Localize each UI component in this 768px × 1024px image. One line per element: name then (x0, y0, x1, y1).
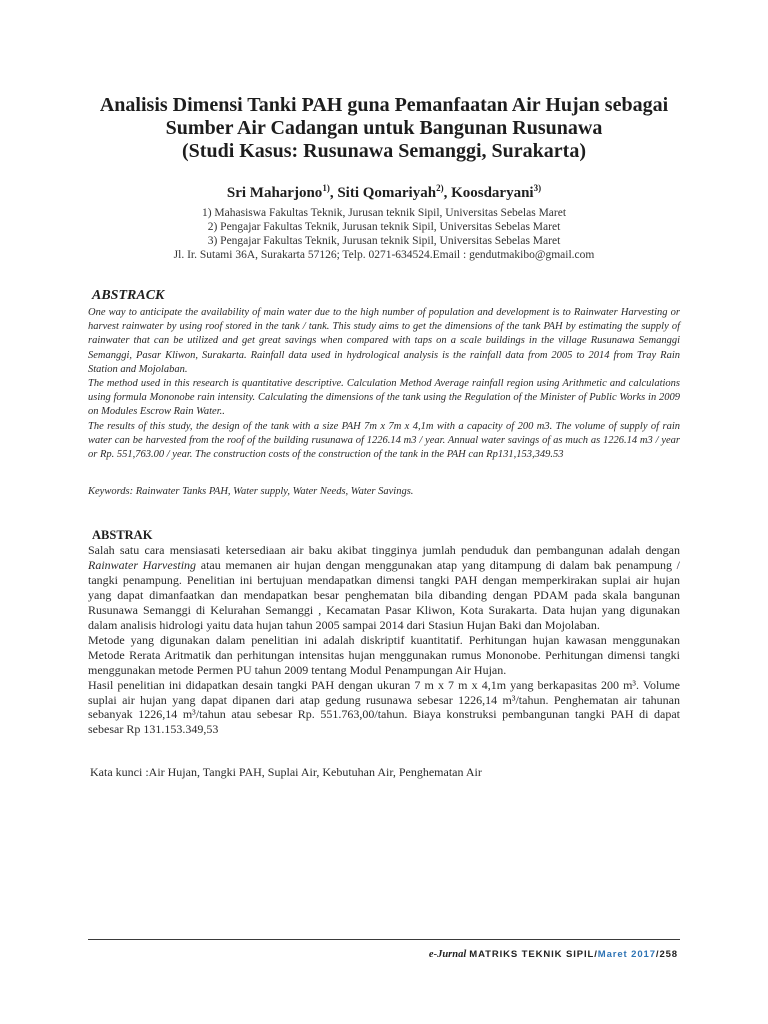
author-affiliation-mark: 1) (322, 183, 330, 193)
affiliation-line: 2) Pengajar Fakultas Teknik, Jurusan teknik Sipil, Universitas Sebelas Maret (207, 221, 561, 233)
author-name: Koosdaryani (451, 185, 534, 201)
title-line-1: Analisis Dimensi Tanki PAH guna Pemanfaatan Air Hujan sebagai (99, 94, 669, 116)
keywords-en: Keywords: Rainwater Tanks PAH, Water supply, Water Needs, Water Savings. (88, 486, 414, 498)
author-separator: , (443, 185, 452, 201)
article-title (28, 94, 740, 163)
abstract-id-body (88, 543, 680, 737)
abstract-paragraph (88, 543, 680, 632)
paragraph-text: atau memanen air hujan dengan menggunakan atap yang ditampung di dalam bak penampung / tangki penampung. Penelitian ini bertujuan mendapatkan dimensi tangki PAH dengan memperkirakan suplai air hujan yang dapat dimanfaatkan dan mendapatkan besar penghematan bila dibanding dengan PDAM pada skala bangunan Rusunawa Semanggi di Kelurahan Semanggi , Kecamatan Pasar Kliwon, Kota Surakarta. Data hujan yang digunakan dalam analisis hidrologi yaitu data hujan tahun 2005 sampai 2014 dari Stasiun Hujan Baki dan Mojolaban. (88, 558, 680, 632)
abstract-en-body (88, 306, 680, 462)
affiliation-line: 1) Mahasiswa Fakultas Teknik, Jurusan teknik Sipil, Universitas Sebelas Maret (201, 207, 567, 219)
author-affiliation-mark: 2) (436, 183, 444, 193)
keywords-id: Kata kunci :Air Hujan, Tangki PAH, Suplai Air, Kebutuhan Air, Penghematan Air (90, 764, 482, 779)
author-separator: , (329, 185, 338, 201)
abstract-paragraph: The method used in this research is quantitative descriptive. Calculation Method Average rainfall region using Arithmetic and calculations using formula Mononobe rain intensity. Calculating the dimensions of the tank using the Regulation of the Minister of Public Works in 2009 on Modules Escrow Rain Water.. (88, 378, 680, 418)
footer-separator: / (594, 949, 598, 960)
abstract-paragraph: One way to anticipate the availability of main water due to the high number of population and development is to Rainwater Harvesting or harvest rainwater by using roof stored in the tank / tank. This study aims to get the dimensions of the tank PAH by estimating the supply of rainwater that can be utilized and get great savings when compared with taps on a scale buildings in the village Rusunawa Semanggi Semanggi, Pasar Kliwon, Surakarta. Rainfall data used in hydrological analysis is the rainfall data from 2005 to 2014 from Tray Rain Station and Mojolaban. (88, 307, 680, 375)
footer-journal-name: MATRIKS TEKNIK SIPIL (469, 949, 595, 960)
title-line-2: Sumber Air Cadangan untuk Bangunan Rusunawa (165, 117, 603, 139)
abstract-paragraph: The results of this study, the design of the tank with a size PAH 7m x 7m x 4,1m with a capacity of 200 m3. The volume of supply of rain water can be harvested from the roof of the building rusunawa of 1226.14 m3 / year. Annual water savings of as much as 1226.14 m3 / year or Rp. 551,763.00 / year. The construction costs of the construction of the tank in the PAH can Rp131,153,349.53 (88, 420, 680, 461)
paragraph-text: Salah satu cara mensiasati ketersediaan air baku akibat tingginya jumlah penduduk dan pembangunan adalah dengan (88, 543, 680, 558)
footer-page-number: 258 (659, 949, 678, 960)
footer-separator: / (655, 949, 660, 960)
article-column (88, 94, 680, 780)
affiliation-list (88, 206, 680, 262)
abstract-en-heading: ABSTRACK (92, 288, 165, 303)
affiliation-line: 3) Pengajar Fakultas Teknik, Jurusan teknik Sipil, Universitas Sebelas Maret (207, 235, 561, 247)
title-line-3: (Studi Kasus: Rusunawa Semanggi, Surakarta) (182, 140, 586, 162)
emphasized-term: Rainwater Harvesting (88, 558, 197, 573)
author-affiliation-mark: 3) (533, 183, 542, 193)
author-name: Siti Qomariyah (337, 185, 437, 201)
contact-address: Jl. Ir. Sutami 36A, Surakarta 57126; Telp. 0271-634524.Email : gendutmakibo@gmail.com (173, 249, 595, 261)
footer-prefix: e-Jurnal (428, 949, 467, 960)
abstract-paragraph: Hasil penelitian ini didapatkan desain tangki PAH dengan ukuran 7 m x 7 m x 4,1m yang berkapasitas 200 m³. Volume suplai air hujan yang dapat dipanen dari atap gedung rusunawa sebesar 1226,14 m³/tahun. Penghematan air tahunan sebanyak 1226,14 m³/tahun atau sebesar Rp. 551.763,00/tahun. Biaya konstruksi pembangunan tangki PAH di dapat sebesar Rp 131.153.349,53 (88, 677, 680, 737)
abstract-id-heading: ABSTRAK (92, 528, 153, 543)
author-name: Sri Maharjono (226, 185, 323, 201)
footer-journal-line (88, 948, 678, 962)
abstract-paragraph: Metode yang digunakan dalam penelitian ini adalah diskriptif kuantitatif. Perhitungan hujan kawasan menggunakan Metode Rerata Aritmatik dan perhitungan intensitas hujan menggunakan rumus Mononobe. Perhitungan dimensi tangki menggunakan metode Permen PU tahun 2009 tentang Modul Penampungan Air Hujan. (88, 632, 680, 677)
author-list (88, 184, 680, 202)
footer-issue: Maret 2017 (597, 949, 656, 960)
footer-rule (88, 939, 680, 940)
